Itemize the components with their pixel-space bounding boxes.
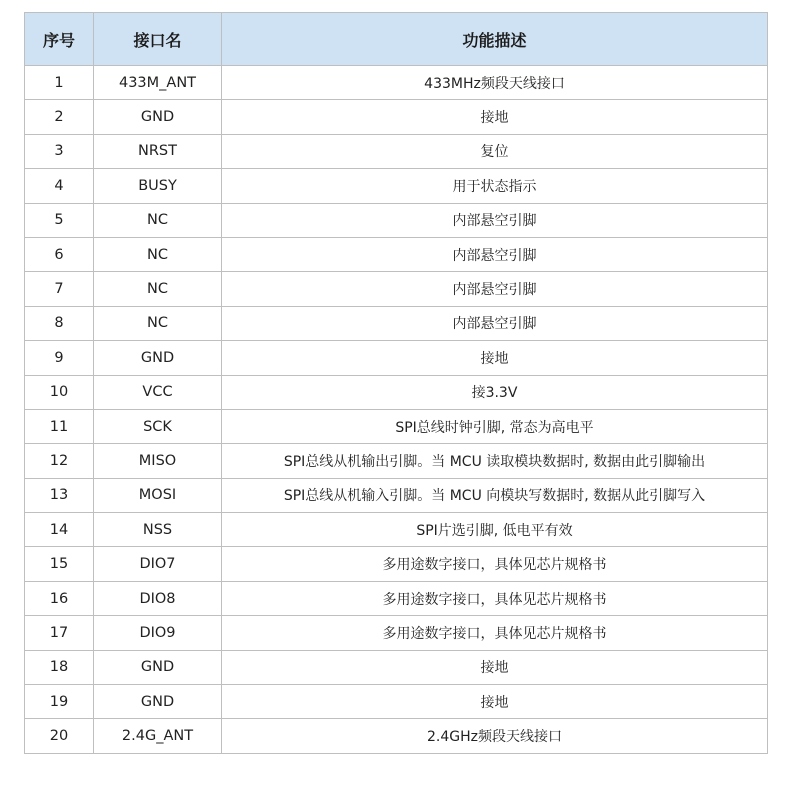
pin-definition-table [24,12,768,754]
table-row [25,203,768,237]
cell-index: 18 [25,650,94,684]
cell-index: 4 [25,169,94,203]
cell-description: 多用途数字接口，具体见芯片规格书 [222,616,768,650]
cell-index: 2 [25,100,94,134]
cell-index: 20 [25,719,94,753]
cell-description: SPI总线从机输出引脚。当 MCU 读取模块数据时, 数据由此引脚输出 [222,444,768,478]
table-row [25,66,768,100]
table-row [25,581,768,615]
table-row [25,409,768,443]
cell-index: 16 [25,581,94,615]
table-row [25,616,768,650]
cell-index: 14 [25,513,94,547]
cell-interface-name: NC [94,203,222,237]
cell-description: 多用途数字接口，具体见芯片规格书 [222,547,768,581]
cell-interface-name: GND [94,685,222,719]
table-row [25,272,768,306]
cell-index: 9 [25,341,94,375]
cell-interface-name: DIO9 [94,616,222,650]
cell-description: 接3.3V [222,375,768,409]
cell-interface-name: DIO7 [94,547,222,581]
table-row [25,650,768,684]
cell-description: SPI总线从机输入引脚。当 MCU 向模块写数据时, 数据从此引脚写入 [222,478,768,512]
table-row [25,719,768,753]
cell-description: 接地 [222,100,768,134]
cell-description: 复位 [222,134,768,168]
cell-description: 用于状态指示 [222,169,768,203]
table-row [25,375,768,409]
table-row [25,513,768,547]
cell-index: 17 [25,616,94,650]
cell-description: 内部悬空引脚 [222,272,768,306]
cell-index: 19 [25,685,94,719]
table-row [25,100,768,134]
table-header [25,13,768,66]
cell-index: 1 [25,66,94,100]
header-name: 接口名 [94,13,222,66]
table-row [25,478,768,512]
cell-interface-name: 433M_ANT [94,66,222,100]
cell-index: 11 [25,409,94,443]
cell-interface-name: NC [94,272,222,306]
cell-index: 7 [25,272,94,306]
cell-description: 接地 [222,341,768,375]
cell-interface-name: GND [94,650,222,684]
table-row [25,169,768,203]
cell-interface-name: NC [94,306,222,340]
table-body [25,66,768,754]
cell-index: 8 [25,306,94,340]
header-row [25,13,768,66]
cell-index: 13 [25,478,94,512]
cell-interface-name: GND [94,341,222,375]
table-row [25,306,768,340]
cell-index: 15 [25,547,94,581]
cell-index: 5 [25,203,94,237]
cell-index: 10 [25,375,94,409]
table-row [25,685,768,719]
cell-index: 12 [25,444,94,478]
cell-description: 内部悬空引脚 [222,203,768,237]
cell-interface-name: NC [94,237,222,271]
cell-description: SPI片选引脚, 低电平有效 [222,513,768,547]
table-row [25,547,768,581]
cell-description: 多用途数字接口，具体见芯片规格书 [222,581,768,615]
cell-description: 2.4GHz频段天线接口 [222,719,768,753]
cell-interface-name: MOSI [94,478,222,512]
header-description: 功能描述 [222,13,768,66]
table-row [25,237,768,271]
cell-interface-name: SCK [94,409,222,443]
cell-description: 内部悬空引脚 [222,237,768,271]
header-index: 序号 [25,13,94,66]
cell-interface-name: VCC [94,375,222,409]
cell-description: 433MHz频段天线接口 [222,66,768,100]
cell-interface-name: NSS [94,513,222,547]
table-row [25,134,768,168]
cell-index: 6 [25,237,94,271]
cell-interface-name: GND [94,100,222,134]
cell-interface-name: 2.4G_ANT [94,719,222,753]
cell-description: 内部悬空引脚 [222,306,768,340]
table-row [25,444,768,478]
cell-description: 接地 [222,685,768,719]
cell-interface-name: DIO8 [94,581,222,615]
cell-description: SPI总线时钟引脚, 常态为高电平 [222,409,768,443]
cell-index: 3 [25,134,94,168]
cell-interface-name: BUSY [94,169,222,203]
cell-description: 接地 [222,650,768,684]
cell-interface-name: NRST [94,134,222,168]
table-row [25,341,768,375]
cell-interface-name: MISO [94,444,222,478]
